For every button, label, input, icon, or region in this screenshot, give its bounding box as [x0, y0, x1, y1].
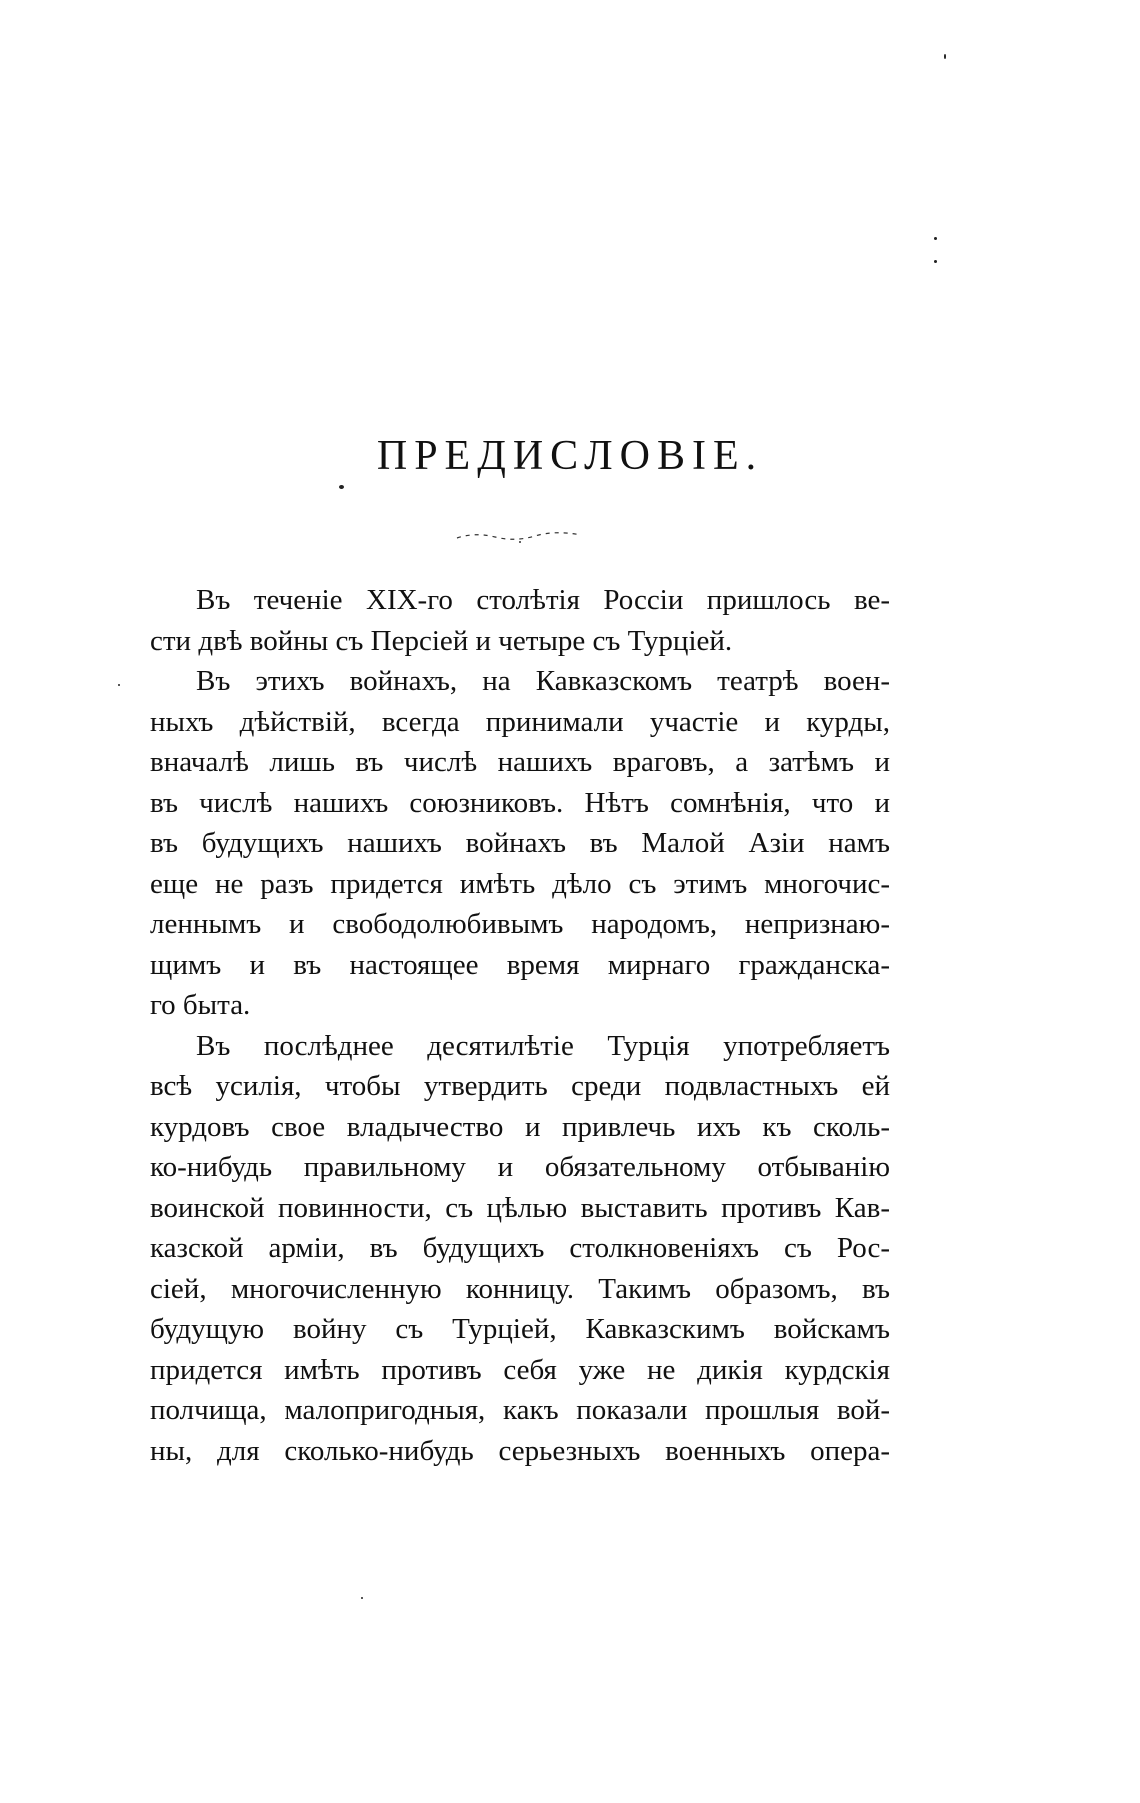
scan-speck [118, 684, 120, 686]
text-line: вначалѣ лишь въ числѣ нашихъ враговъ, а затѣмъ и [150, 746, 890, 778]
text-line: полчища, малопригодныя, какъ показали прошлыя вой- [150, 1394, 890, 1426]
scan-speck [944, 54, 946, 59]
scan-speck [339, 485, 344, 489]
text-line: въ будущихъ нашихъ войнахъ въ Малой Азіи намъ [150, 827, 890, 859]
text-line: ко-нибудь правильному и обязательному отбыванію [150, 1151, 890, 1183]
scan-speck [934, 237, 937, 240]
text-line: курдовъ свое владычество и привлечь ихъ къ сколь- [150, 1110, 890, 1143]
text-line: казской арміи, въ будущихъ столкновеніяхъ съ Рос- [150, 1232, 890, 1264]
text-line: будущую войну съ Турціей, Кавказскимъ войскамъ [150, 1313, 890, 1345]
scan-speck [361, 1597, 363, 1599]
text-line: сіей, многочисленную конницу. Такимъ образомъ, въ [150, 1272, 890, 1305]
text-line: сти двѣ войны съ Персіей и четыре съ Турціей. [150, 624, 733, 657]
text-line: ныхъ дѣйствій, всегда принимали участіе и курды, [150, 705, 890, 738]
preface-body [150, 580, 890, 1471]
text-line: всѣ усилія, чтобы утвердить среди подвластныхъ ей [150, 1070, 890, 1102]
text-line: Въ теченіе XIX-го столѣтія Россіи пришлось ве- [196, 584, 890, 616]
text-line: щимъ и въ настоящее время мирнаго гражданска- [150, 948, 890, 981]
text-line: Въ послѣднее десятилѣтіе Турція употребляетъ [196, 1029, 890, 1062]
title-ornament [455, 530, 585, 544]
text-line: Въ этихъ войнахъ, на Кавказскомъ театрѣ воен- [196, 665, 890, 697]
text-line: го быта. [150, 989, 251, 1021]
text-line: воинской повинности, съ цѣлью выставить противъ Кав- [150, 1191, 890, 1224]
text-line: придется имѣть противъ себя уже не дикія курдскія [150, 1353, 890, 1386]
text-line: ны, для сколько-нибудь серьезныхъ военныхъ опера- [150, 1434, 890, 1467]
page-title: ПРЕДИСЛОВІЕ. [376, 433, 764, 479]
text-line: леннымъ и свободолюбивымъ народомъ, непризнаю- [150, 908, 890, 940]
text-line: еще не разъ придется имѣть дѣло съ этимъ многочис- [150, 867, 890, 900]
scan-speck [934, 260, 937, 263]
text-line: въ числѣ нашихъ союзниковъ. Нѣтъ сомнѣнія, что и [150, 786, 890, 819]
